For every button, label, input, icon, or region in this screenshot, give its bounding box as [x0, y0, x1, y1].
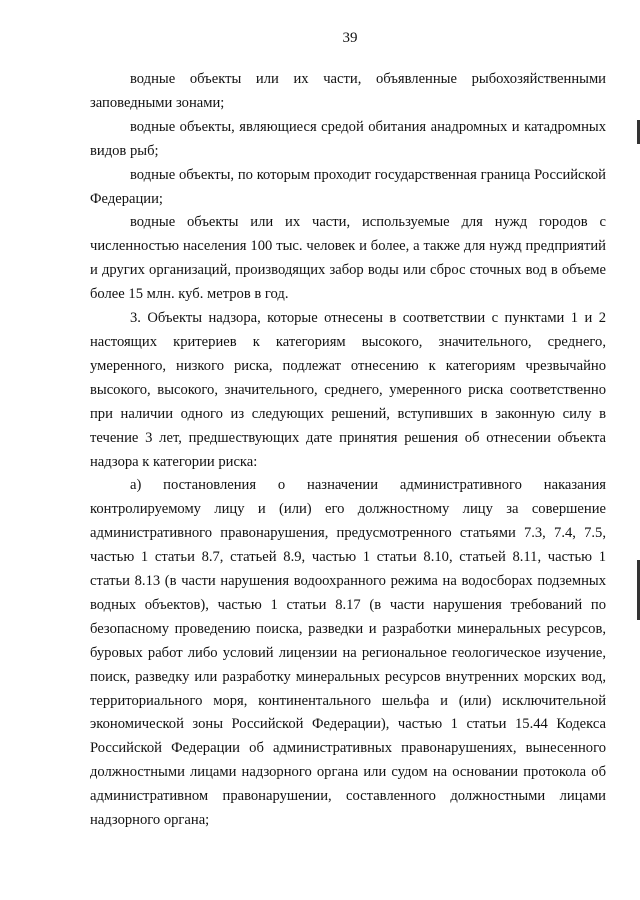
paragraph-anadromous-fish: водные объекты, являющиеся средой обитания анадромных и катадромных видов рыб;: [90, 118, 606, 159]
paragraph-clause-3: 3. Объекты надзора, которые отнесены в соответствии с пунктами 1 и 2 настоящих критериев к категориям высокого, значительного, среднего, умеренного, низкого риска, подлежат отнесению к категориям чрезвычайно высокого, высокого, значительного, среднего, умеренного риска соответственно при наличии одного из следующих решений, вступивших в законную силу в течение 3 лет, предшествующих дате принятия решения об отнесении объекта надзора к категории риска:: [90, 310, 606, 470]
paragraph-clause-3a: а) постановления о назначении административного наказания контролируемому лицу и (или) его должностному лицу за совершение административного правонарушения, предусмотренного статьями 7.3, 7.4, 7.5, частью 1 статьи 8.7, статьей 8.9, частью 1 статьи 8.10, статьей 8.11, частью 1 статьи 8.13 (в части нарушения водоохранного режима на водосборах подземных водных объектов), частью 1 статьи 8.17 (в части нарушения требований по безопасному проведению поиска, разведки и разработки минеральных ресурсов, буровых работ либо условий лицензии на региональное геологическое изучение, поиск, разведку или разработку минеральных ресурсов внутренних морских вод, территориального моря, континентального шельфа и (или) исключительной экономической зоны Российской Федерации), частью 1 статьи 15.44 Кодекса Российской Федерации об административных правонарушениях, вынесенного должностными лицами надзорного органа или судом на основании протокола об административном правонарушении, составленного должностными лицами надзорного органа;: [90, 477, 606, 829]
paragraph-fishery-zones: водные объекты или их части, объявленные рыбохозяйственными заповедными зонами;: [90, 71, 606, 111]
paragraph-city-water-needs: водные объекты или их части, используемые для нужд городов с численностью населения 100 тыс. человек и более, а также для нужд предприятий и других организаций, производящих забор воды или сброс сточных вод в объеме более 15 млн. куб. метров в год.: [90, 214, 606, 303]
document-body: [90, 68, 606, 833]
paragraph-state-border: водные объекты, по которым проходит государственная граница Российской Федерации;: [90, 166, 606, 207]
page-number: 39: [342, 30, 358, 46]
